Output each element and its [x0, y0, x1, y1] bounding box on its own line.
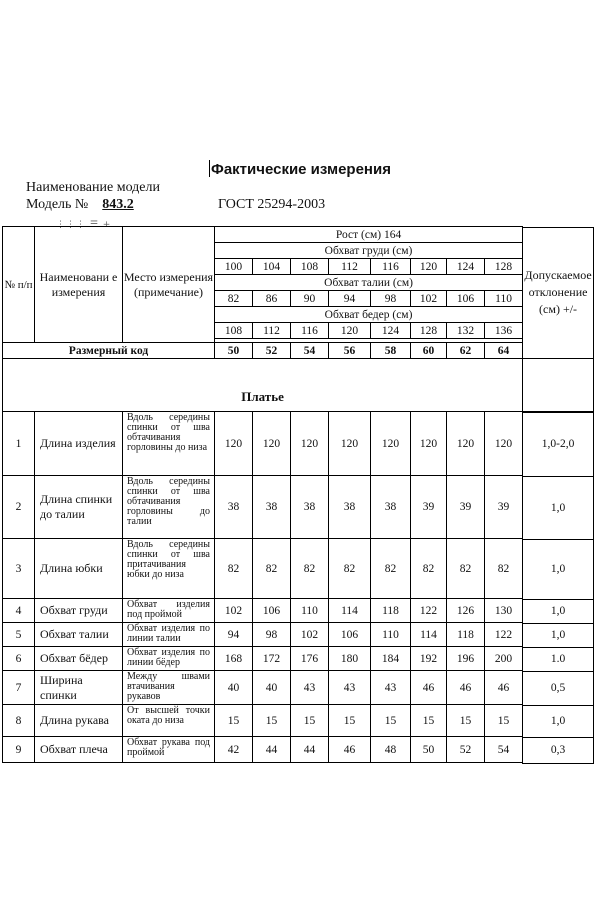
measurement-value: 15	[371, 705, 411, 737]
measurement-value: 54	[485, 737, 523, 763]
measurement-value: 42	[215, 737, 253, 763]
measurement-name: Длина изделия	[35, 412, 123, 476]
measurement-value: 82	[253, 539, 291, 599]
hips-value: 112	[253, 323, 291, 339]
measurement-value: 44	[291, 737, 329, 763]
table-row	[3, 599, 523, 623]
hips-value: 116	[291, 323, 329, 339]
row-number: 8	[3, 705, 35, 737]
table-row	[3, 539, 523, 599]
measurement-value: 39	[447, 476, 485, 539]
measurement-value: 120	[485, 412, 523, 476]
measurement-value: 46	[329, 737, 371, 763]
text-cursor	[209, 160, 210, 177]
size-code: 64	[485, 343, 523, 359]
tolerance-value: 0,3	[522, 737, 594, 764]
chest-value: 112	[329, 259, 371, 275]
measurement-value: 122	[411, 599, 447, 623]
measurement-value: 39	[411, 476, 447, 539]
waist-value: 102	[411, 291, 447, 307]
size-code-label: Размерный код	[3, 343, 215, 359]
measurement-value: 15	[411, 705, 447, 737]
tolerance-value: 1,0	[522, 623, 594, 648]
measurement-value: 46	[447, 671, 485, 705]
measurement-value: 44	[253, 737, 291, 763]
measurement-name: Обхват груди	[35, 599, 123, 623]
measurement-value: 46	[411, 671, 447, 705]
measurement-value: 106	[329, 623, 371, 647]
model-number-value: 843.2	[102, 197, 134, 212]
measurement-value: 98	[253, 623, 291, 647]
measurement-value: 114	[329, 599, 371, 623]
measurement-value: 82	[329, 539, 371, 599]
measurement-value: 94	[215, 623, 253, 647]
waist-value: 86	[253, 291, 291, 307]
measurement-value: 130	[485, 599, 523, 623]
measurement-value: 15	[253, 705, 291, 737]
tolerance-value: 1,0-2,0	[522, 412, 594, 477]
waist-value: 82	[215, 291, 253, 307]
measurement-value: 82	[485, 539, 523, 599]
measurement-value: 40	[253, 671, 291, 705]
measurement-value: 180	[329, 647, 371, 671]
table-row	[3, 476, 523, 539]
chest-value: 116	[371, 259, 411, 275]
measurement-place: Обхват изделия под проймой	[123, 599, 215, 623]
measurement-place: Вдоль середины спинки от шва обтачивания горловины до низа	[123, 412, 215, 476]
hips-value: 108	[215, 323, 253, 339]
measurement-name: Длина рукава	[35, 705, 123, 737]
table-row	[3, 623, 523, 647]
measurement-name: Обхват бёдер	[35, 647, 123, 671]
tolerance-value: 0,5	[522, 671, 594, 706]
measurement-value: 196	[447, 647, 485, 671]
measurement-value: 110	[291, 599, 329, 623]
measurement-value: 82	[371, 539, 411, 599]
table-row	[3, 737, 523, 763]
table-row	[3, 412, 523, 476]
measurement-value: 122	[485, 623, 523, 647]
measurement-value: 43	[371, 671, 411, 705]
measurement-value: 192	[411, 647, 447, 671]
measurement-name: Обхват талии	[35, 623, 123, 647]
measurement-place: Вдоль середины спинки от шва обтачивания горловины до талии	[123, 476, 215, 539]
model-number: Модель № 843.2	[26, 197, 134, 212]
measurement-value: 172	[253, 647, 291, 671]
measurement-value: 50	[411, 737, 447, 763]
measurement-value: 15	[485, 705, 523, 737]
measurement-value: 82	[411, 539, 447, 599]
tolerance-value: 1,0	[522, 599, 594, 624]
hips-value: 136	[485, 323, 523, 339]
chest-value: 108	[291, 259, 329, 275]
row-number: 3	[3, 539, 35, 599]
row-number: 9	[3, 737, 35, 763]
measurement-name: Обхват плеча	[35, 737, 123, 763]
tolerance-value: 1.0	[522, 647, 594, 672]
measurement-value: 15	[215, 705, 253, 737]
measurement-value: 15	[291, 705, 329, 737]
measurement-value: 38	[253, 476, 291, 539]
measurement-value: 200	[485, 647, 523, 671]
measurement-value: 118	[447, 623, 485, 647]
measurement-value: 38	[329, 476, 371, 539]
size-code: 56	[329, 343, 371, 359]
header-waist: Обхват талии (см)	[215, 275, 523, 291]
measurement-value: 102	[215, 599, 253, 623]
hips-value: 120	[329, 323, 371, 339]
measurement-value: 43	[329, 671, 371, 705]
chest-value: 104	[253, 259, 291, 275]
measurement-value: 120	[253, 412, 291, 476]
measurement-value: 106	[253, 599, 291, 623]
measurement-value: 15	[329, 705, 371, 737]
header-chest: Обхват груди (см)	[215, 243, 523, 259]
measurement-place: Вдоль середины спинки от шва притачивания юбки до низа	[123, 539, 215, 599]
gost-standard: ГОСТ 25294-2003	[218, 197, 326, 212]
measurement-name: Ширина спинки	[35, 671, 123, 705]
hips-value: 132	[447, 323, 485, 339]
measurement-place: Обхват рукава под проймой	[123, 737, 215, 763]
table-handle-icon[interactable]: ⋮⋮⋮ ☰ +	[56, 220, 112, 230]
document-title: Фактические измерения	[211, 161, 391, 178]
measurement-value: 52	[447, 737, 485, 763]
measurement-place: Между швами втачивания рукавов	[123, 671, 215, 705]
measurement-value: 40	[215, 671, 253, 705]
measurement-value: 168	[215, 647, 253, 671]
header-place: Место измерения (примечание)	[123, 227, 215, 343]
measurement-place: Обхват изделия по линии талии	[123, 623, 215, 647]
measurement-value: 38	[215, 476, 253, 539]
hips-value: 124	[371, 323, 411, 339]
tolerance-section-cell	[522, 359, 594, 412]
measurement-value: 15	[447, 705, 485, 737]
measurement-value: 38	[291, 476, 329, 539]
measurement-value: 176	[291, 647, 329, 671]
measurement-value: 38	[371, 476, 411, 539]
header-height: Рост (см) 164	[215, 227, 523, 243]
tolerance-header: Допускаемое отклонение (см) +/-	[522, 227, 594, 359]
measurement-value: 82	[291, 539, 329, 599]
measurement-value: 120	[447, 412, 485, 476]
measurement-value: 120	[411, 412, 447, 476]
size-code: 52	[253, 343, 291, 359]
measurement-name: Длина спинки до талии	[35, 476, 123, 539]
measurement-place: Обхват изделия по линии бёдер	[123, 647, 215, 671]
header-name: Наименовани е измерения	[35, 227, 123, 343]
measurement-value: 114	[411, 623, 447, 647]
chest-value: 128	[485, 259, 523, 275]
row-number: 6	[3, 647, 35, 671]
section-title: Платье	[3, 359, 523, 412]
measurement-value: 120	[329, 412, 371, 476]
waist-value: 98	[371, 291, 411, 307]
measurement-value: 102	[291, 623, 329, 647]
size-code: 58	[371, 343, 411, 359]
measurement-value: 46	[485, 671, 523, 705]
row-number: 5	[3, 623, 35, 647]
header-hips: Обхват бедер (см)	[215, 307, 523, 323]
measurement-place: От высшей точки оката до низа	[123, 705, 215, 737]
waist-value: 106	[447, 291, 485, 307]
measurement-name: Длина юбки	[35, 539, 123, 599]
table-row	[3, 671, 523, 705]
measurement-value: 120	[215, 412, 253, 476]
waist-value: 90	[291, 291, 329, 307]
measurement-value: 118	[371, 599, 411, 623]
chest-value: 120	[411, 259, 447, 275]
measurement-value: 184	[371, 647, 411, 671]
model-name-label: Наименование модели	[26, 180, 160, 195]
row-number: 4	[3, 599, 35, 623]
waist-value: 110	[485, 291, 523, 307]
chest-value: 100	[215, 259, 253, 275]
size-code: 50	[215, 343, 253, 359]
measurement-value: 43	[291, 671, 329, 705]
tolerance-value: 1,0	[522, 476, 594, 540]
header-num: № п/п	[3, 227, 35, 343]
size-code: 54	[291, 343, 329, 359]
measurement-value: 120	[371, 412, 411, 476]
measurement-value: 48	[371, 737, 411, 763]
tolerance-value: 1,0	[522, 705, 594, 738]
measurement-value: 120	[291, 412, 329, 476]
table-row	[3, 647, 523, 671]
waist-value: 94	[329, 291, 371, 307]
chest-value: 124	[447, 259, 485, 275]
row-number: 1	[3, 412, 35, 476]
measurement-value: 82	[447, 539, 485, 599]
measurement-value: 126	[447, 599, 485, 623]
measurements-table	[2, 226, 523, 763]
size-code: 62	[447, 343, 485, 359]
size-code: 60	[411, 343, 447, 359]
measurement-value: 39	[485, 476, 523, 539]
tolerance-value: 1,0	[522, 539, 594, 600]
hips-value: 128	[411, 323, 447, 339]
row-number: 7	[3, 671, 35, 705]
table-row	[3, 705, 523, 737]
row-number: 2	[3, 476, 35, 539]
measurement-value: 110	[371, 623, 411, 647]
measurement-value: 82	[215, 539, 253, 599]
